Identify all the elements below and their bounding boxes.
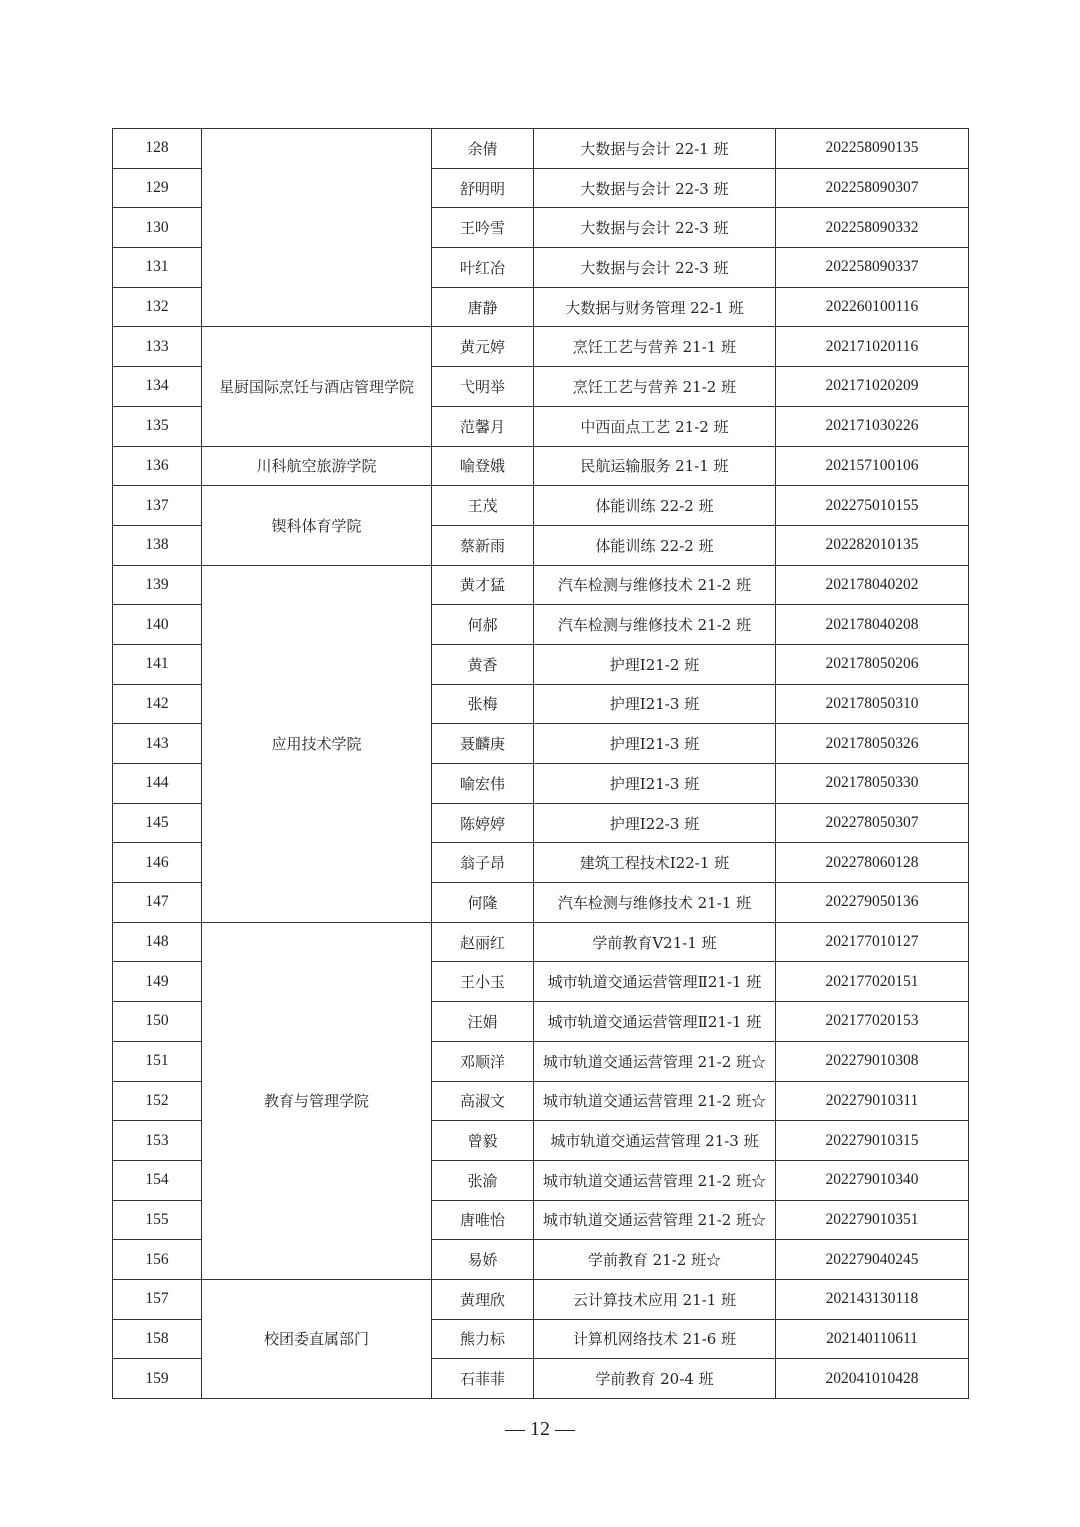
table-row — [113, 922, 969, 962]
class-cell: 汽车检测与维修技术 21-1 班 — [534, 883, 776, 923]
student-id-cell: 202279010308 — [776, 1041, 969, 1081]
student-name-cell: 邓顺洋 — [432, 1041, 534, 1081]
student-id-cell: 202282010135 — [776, 525, 969, 565]
student-name-cell: 易娇 — [432, 1240, 534, 1280]
student-name-cell: 弋明举 — [432, 367, 534, 407]
table-row — [113, 565, 969, 605]
class-cell: 学前教育 20-4 班 — [534, 1359, 776, 1399]
table-row — [113, 327, 969, 367]
row-number-cell: 152 — [113, 1081, 202, 1121]
row-number-cell: 145 — [113, 803, 202, 843]
class-cell: 护理Ⅰ21-3 班 — [534, 724, 776, 764]
student-name-cell: 曾毅 — [432, 1121, 534, 1161]
student-id-cell: 202178040202 — [776, 565, 969, 605]
class-cell: 大数据与会计 22-3 班 — [534, 208, 776, 248]
department-cell: 应用技术学院 — [202, 565, 432, 922]
student-name-cell: 舒明明 — [432, 168, 534, 208]
student-name-cell: 赵丽红 — [432, 922, 534, 962]
student-id-cell: 202178050330 — [776, 764, 969, 804]
student-id-cell: 202258090332 — [776, 208, 969, 248]
class-cell: 城市轨道交通运营管理 21-2 班☆ — [534, 1160, 776, 1200]
class-cell: 体能训练 22-2 班 — [534, 525, 776, 565]
student-id-cell: 202279050136 — [776, 883, 969, 923]
student-id-cell: 202178050326 — [776, 724, 969, 764]
student-id-cell: 202140110611 — [776, 1319, 969, 1359]
student-id-cell: 202279010315 — [776, 1121, 969, 1161]
student-name-cell: 唐唯怡 — [432, 1200, 534, 1240]
row-number-cell: 158 — [113, 1319, 202, 1359]
row-number-cell: 146 — [113, 843, 202, 883]
student-name-cell: 蔡新雨 — [432, 525, 534, 565]
row-number-cell: 159 — [113, 1359, 202, 1399]
student-name-cell: 翁子昂 — [432, 843, 534, 883]
row-number-cell: 155 — [113, 1200, 202, 1240]
student-id-cell: 202177020153 — [776, 1002, 969, 1042]
department-cell: 锲科体育学院 — [202, 486, 432, 565]
class-cell: 大数据与会计 22-1 班 — [534, 129, 776, 169]
student-name-cell: 石菲菲 — [432, 1359, 534, 1399]
student-name-cell: 何隆 — [432, 883, 534, 923]
student-name-cell: 黄香 — [432, 644, 534, 684]
student-id-cell: 202279010351 — [776, 1200, 969, 1240]
table-body — [113, 129, 969, 1399]
class-cell: 城市轨道交通运营管理Ⅱ21-1 班 — [534, 962, 776, 1002]
student-id-cell: 202275010155 — [776, 486, 969, 526]
student-id-cell: 202178040208 — [776, 605, 969, 645]
class-cell: 体能训练 22-2 班 — [534, 486, 776, 526]
row-number-cell: 128 — [113, 129, 202, 169]
department-cell: 教育与管理学院 — [202, 922, 432, 1279]
row-number-cell: 138 — [113, 525, 202, 565]
class-cell: 城市轨道交通运营管理Ⅱ21-1 班 — [534, 1002, 776, 1042]
row-number-cell: 135 — [113, 406, 202, 446]
student-id-cell: 202041010428 — [776, 1359, 969, 1399]
table-row — [113, 446, 969, 486]
class-cell: 城市轨道交通运营管理 21-2 班☆ — [534, 1200, 776, 1240]
student-name-cell: 陈婷婷 — [432, 803, 534, 843]
row-number-cell: 140 — [113, 605, 202, 645]
student-id-cell: 202258090307 — [776, 168, 969, 208]
student-name-cell: 黄才猛 — [432, 565, 534, 605]
student-name-cell: 喻登娥 — [432, 446, 534, 486]
student-name-cell: 唐静 — [432, 287, 534, 327]
student-name-cell: 熊力标 — [432, 1319, 534, 1359]
student-name-cell: 余倩 — [432, 129, 534, 169]
row-number-cell: 129 — [113, 168, 202, 208]
student-name-cell: 喻宏伟 — [432, 764, 534, 804]
class-cell: 城市轨道交通运营管理 21-3 班 — [534, 1121, 776, 1161]
department-cell — [202, 129, 432, 327]
row-number-cell: 130 — [113, 208, 202, 248]
student-name-cell: 张渝 — [432, 1160, 534, 1200]
student-id-cell: 202279040245 — [776, 1240, 969, 1280]
class-cell: 大数据与会计 22-3 班 — [534, 248, 776, 288]
department-cell: 校团委直属部门 — [202, 1279, 432, 1398]
class-cell: 烹饪工艺与营养 21-1 班 — [534, 327, 776, 367]
row-number-cell: 148 — [113, 922, 202, 962]
row-number-cell: 134 — [113, 367, 202, 407]
row-number-cell: 147 — [113, 883, 202, 923]
student-id-cell: 202279010340 — [776, 1160, 969, 1200]
student-name-cell: 高淑文 — [432, 1081, 534, 1121]
class-cell: 计算机网络技术 21-6 班 — [534, 1319, 776, 1359]
row-number-cell: 150 — [113, 1002, 202, 1042]
class-cell: 护理Ⅰ21-3 班 — [534, 764, 776, 804]
table-row — [113, 486, 969, 526]
class-cell: 护理Ⅰ22-3 班 — [534, 803, 776, 843]
row-number-cell: 144 — [113, 764, 202, 804]
student-name-cell: 范馨月 — [432, 406, 534, 446]
student-id-cell: 202260100116 — [776, 287, 969, 327]
class-cell: 城市轨道交通运营管理 21-2 班☆ — [534, 1081, 776, 1121]
class-cell: 学前教育Ⅴ21-1 班 — [534, 922, 776, 962]
student-id-cell: 202177020151 — [776, 962, 969, 1002]
class-cell: 烹饪工艺与营养 21-2 班 — [534, 367, 776, 407]
student-id-cell: 202157100106 — [776, 446, 969, 486]
student-name-cell: 叶红冶 — [432, 248, 534, 288]
row-number-cell: 153 — [113, 1121, 202, 1161]
class-cell: 中西面点工艺 21-2 班 — [534, 406, 776, 446]
row-number-cell: 133 — [113, 327, 202, 367]
student-id-cell: 202171030226 — [776, 406, 969, 446]
student-id-cell: 202258090135 — [776, 129, 969, 169]
class-cell: 护理Ⅰ21-2 班 — [534, 644, 776, 684]
row-number-cell: 151 — [113, 1041, 202, 1081]
student-id-cell: 202177010127 — [776, 922, 969, 962]
student-id-cell: 202171020116 — [776, 327, 969, 367]
student-name-cell: 王茂 — [432, 486, 534, 526]
student-id-cell: 202178050206 — [776, 644, 969, 684]
class-cell: 汽车检测与维修技术 21-2 班 — [534, 605, 776, 645]
row-number-cell: 137 — [113, 486, 202, 526]
class-cell: 民航运输服务 21-1 班 — [534, 446, 776, 486]
student-id-cell: 202279010311 — [776, 1081, 969, 1121]
class-cell: 汽车检测与维修技术 21-2 班 — [534, 565, 776, 605]
student-id-cell: 202143130118 — [776, 1279, 969, 1319]
department-cell: 星厨国际烹饪与酒店管理学院 — [202, 327, 432, 446]
student-name-cell: 张梅 — [432, 684, 534, 724]
student-name-cell: 黄理欣 — [432, 1279, 534, 1319]
class-cell: 城市轨道交通运营管理 21-2 班☆ — [534, 1041, 776, 1081]
row-number-cell: 157 — [113, 1279, 202, 1319]
row-number-cell: 143 — [113, 724, 202, 764]
class-cell: 建筑工程技术Ⅰ22-1 班 — [534, 843, 776, 883]
student-name-cell: 何郝 — [432, 605, 534, 645]
student-name-cell: 王吟雪 — [432, 208, 534, 248]
student-name-cell: 聂麟庚 — [432, 724, 534, 764]
class-cell: 护理Ⅰ21-3 班 — [534, 684, 776, 724]
class-cell: 大数据与财务管理 22-1 班 — [534, 287, 776, 327]
row-number-cell: 156 — [113, 1240, 202, 1280]
class-cell: 云计算技术应用 21-1 班 — [534, 1279, 776, 1319]
student-id-cell: 202258090337 — [776, 248, 969, 288]
student-name-cell: 汪娟 — [432, 1002, 534, 1042]
row-number-cell: 132 — [113, 287, 202, 327]
student-name-cell: 黄元婷 — [432, 327, 534, 367]
student-list-table — [112, 128, 969, 1399]
class-cell: 大数据与会计 22-3 班 — [534, 168, 776, 208]
student-id-cell: 202278050307 — [776, 803, 969, 843]
row-number-cell: 139 — [113, 565, 202, 605]
page-number: — 12 — — [505, 1418, 575, 1440]
department-cell: 川科航空旅游学院 — [202, 446, 432, 486]
row-number-cell: 149 — [113, 962, 202, 1002]
row-number-cell: 136 — [113, 446, 202, 486]
row-number-cell: 141 — [113, 644, 202, 684]
student-id-cell: 202178050310 — [776, 684, 969, 724]
student-id-cell: 202278060128 — [776, 843, 969, 883]
table-row — [113, 129, 969, 169]
table-row — [113, 1279, 969, 1319]
row-number-cell: 142 — [113, 684, 202, 724]
student-name-cell: 王小玉 — [432, 962, 534, 1002]
row-number-cell: 131 — [113, 248, 202, 288]
student-id-cell: 202171020209 — [776, 367, 969, 407]
class-cell: 学前教育 21-2 班☆ — [534, 1240, 776, 1280]
row-number-cell: 154 — [113, 1160, 202, 1200]
